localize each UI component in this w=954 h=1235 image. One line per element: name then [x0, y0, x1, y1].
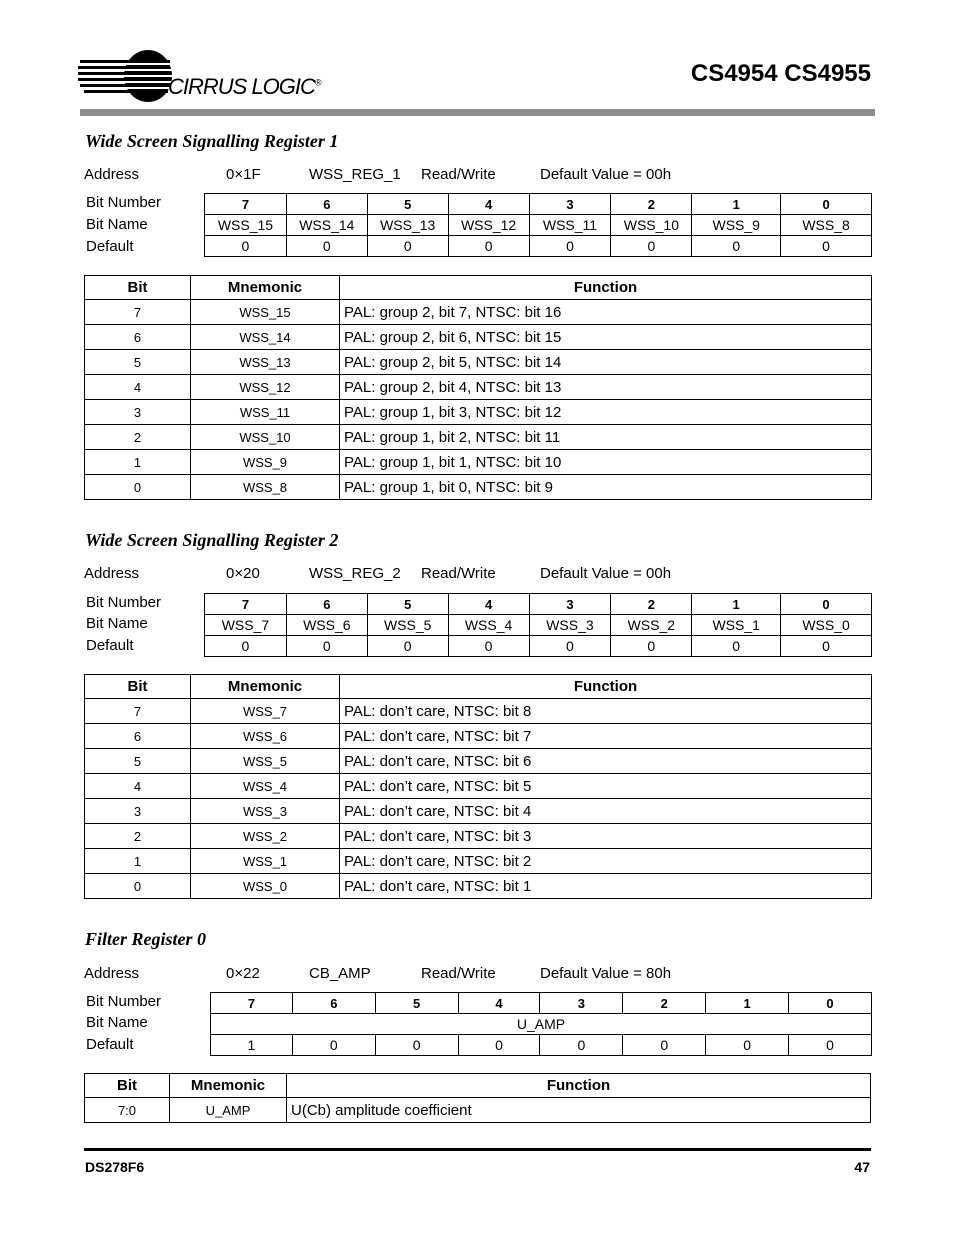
table-row: [85, 699, 872, 724]
table-row: [85, 774, 872, 799]
cell-function: PAL: don’t care, NTSC: bit 5: [340, 774, 872, 799]
address-row: Address 0×1F WSS_REG_1 Read/Write Default Value = 00h: [84, 166, 672, 183]
function-table: [84, 674, 872, 899]
cell-bit: 1: [85, 849, 191, 874]
cell-bit: 2: [85, 425, 191, 450]
section-title: Wide Screen Signalling Register 2: [85, 530, 339, 550]
cell-function: PAL: don’t care, NTSC: bit 1: [340, 874, 872, 899]
table-row: [85, 874, 872, 899]
section-title: Filter Register 0: [85, 929, 206, 949]
cell-mnemonic: WSS_2: [191, 824, 340, 849]
row-label: Bit Number: [86, 993, 162, 1010]
cell-mnemonic: WSS_10: [191, 425, 340, 450]
bit-map-table: [204, 193, 872, 257]
row-label: Bit Name: [86, 1014, 148, 1031]
table-row: [85, 824, 872, 849]
row-label: Bit Number: [86, 194, 162, 211]
cell-mnemonic: WSS_7: [191, 699, 340, 724]
cell-function: PAL: group 1, bit 0, NTSC: bit 9: [340, 475, 872, 500]
address-row: Address 0×20 WSS_REG_2 Read/Write Default Value = 00h: [84, 565, 672, 582]
cell-function: U(Cb) amplitude coefficient: [287, 1098, 871, 1123]
default-row: 0 0 0 0 0 0 0 0: [205, 636, 872, 657]
cell-bit: 7:0: [85, 1098, 170, 1123]
table-row: [85, 724, 872, 749]
row-label: Default: [86, 238, 134, 255]
cell-function: PAL: don’t care, NTSC: bit 4: [340, 799, 872, 824]
product-title: CS4954 CS4955: [690, 60, 871, 87]
cell-bit: 7: [85, 699, 191, 724]
address-row: Address 0×22 CB_AMP Read/Write Default Value = 80h: [84, 965, 672, 982]
page-number: 47: [854, 1159, 870, 1175]
bit-name-row: WSS_15 WSS_14 WSS_13 WSS_12 WSS_11 WSS_10 WSS_9 WSS_8: [205, 215, 872, 236]
cell-function: PAL: don’t care, NTSC: bit 2: [340, 849, 872, 874]
row-label: Bit Name: [86, 615, 148, 632]
cell-bit: 5: [85, 350, 191, 375]
cell-function: PAL: group 1, bit 1, NTSC: bit 10: [340, 450, 872, 475]
function-table: [84, 275, 872, 500]
table-row: [85, 475, 872, 500]
cell-bit: 6: [85, 325, 191, 350]
cell-function: PAL: group 2, bit 7, NTSC: bit 16: [340, 300, 872, 325]
table-row: [85, 300, 872, 325]
table-row: [85, 325, 872, 350]
cell-mnemonic: WSS_15: [191, 300, 340, 325]
cell-mnemonic: WSS_12: [191, 375, 340, 400]
table-row: [85, 425, 872, 450]
cell-mnemonic: WSS_4: [191, 774, 340, 799]
cell-mnemonic: WSS_9: [191, 450, 340, 475]
table-row: [85, 799, 872, 824]
cell-mnemonic: WSS_6: [191, 724, 340, 749]
cell-bit: 0: [85, 874, 191, 899]
bit-number-row: 7 6 5 4 3 2 1 0: [205, 194, 872, 215]
row-label: Default: [86, 1036, 134, 1053]
cell-function: PAL: don’t care, NTSC: bit 8: [340, 699, 872, 724]
default-row: 0 0 0 0 0 0 0 0: [205, 236, 872, 257]
function-table-header: Bit Mnemonic Function: [85, 1074, 871, 1098]
cell-mnemonic: WSS_0: [191, 874, 340, 899]
cell-bit: 4: [85, 375, 191, 400]
table-row: [85, 849, 872, 874]
row-label: Bit Number: [86, 594, 162, 611]
table-row: [85, 400, 872, 425]
cell-function: PAL: group 1, bit 2, NTSC: bit 11: [340, 425, 872, 450]
cell-bit: 5: [85, 749, 191, 774]
cell-function: PAL: don’t care, NTSC: bit 6: [340, 749, 872, 774]
section-title: Wide Screen Signalling Register 1: [85, 131, 339, 151]
bit-map-table: [204, 593, 872, 657]
table-row: [85, 749, 872, 774]
cell-mnemonic: WSS_5: [191, 749, 340, 774]
bit-name-row: WSS_7 WSS_6 WSS_5 WSS_4 WSS_3 WSS_2 WSS_1 WSS_0: [205, 615, 872, 636]
header-rule: [80, 109, 875, 116]
footer-rule: [84, 1148, 871, 1151]
bit-name-row: U_AMP: [211, 1014, 872, 1035]
row-label: Default: [86, 637, 134, 654]
cell-function: PAL: group 2, bit 5, NTSC: bit 14: [340, 350, 872, 375]
cell-bit: 3: [85, 799, 191, 824]
table-row: [85, 1098, 871, 1123]
cell-mnemonic: WSS_13: [191, 350, 340, 375]
default-row: 1 0 0 0 0 0 0 0: [211, 1035, 872, 1056]
cell-function: PAL: group 2, bit 4, NTSC: bit 13: [340, 375, 872, 400]
table-row: [85, 375, 872, 400]
cell-bit: 6: [85, 724, 191, 749]
function-table: [84, 1073, 871, 1123]
cell-bit: 2: [85, 824, 191, 849]
table-row: [85, 350, 872, 375]
cell-bit: 1: [85, 450, 191, 475]
cell-function: PAL: group 2, bit 6, NTSC: bit 15: [340, 325, 872, 350]
bit-number-row: 7 6 5 4 3 2 1 0: [205, 594, 872, 615]
bit-number-row: 7 6 5 4 3 2 1 0: [211, 993, 872, 1014]
cell-mnemonic: U_AMP: [170, 1098, 287, 1123]
bit-map-table: [210, 992, 872, 1056]
cell-mnemonic: WSS_1: [191, 849, 340, 874]
document-id: DS278F6: [85, 1159, 145, 1175]
cell-mnemonic: WSS_8: [191, 475, 340, 500]
cell-mnemonic: WSS_14: [191, 325, 340, 350]
cell-function: PAL: don’t care, NTSC: bit 3: [340, 824, 872, 849]
cell-function: PAL: don’t care, NTSC: bit 7: [340, 724, 872, 749]
function-table-header: Bit Mnemonic Function: [85, 276, 872, 300]
cell-mnemonic: WSS_3: [191, 799, 340, 824]
function-table-header: Bit Mnemonic Function: [85, 675, 872, 699]
cell-function: PAL: group 1, bit 3, NTSC: bit 12: [340, 400, 872, 425]
cell-mnemonic: WSS_11: [191, 400, 340, 425]
cell-bit: 0: [85, 475, 191, 500]
logo-wordmark: CIRRUS LOGIC®: [168, 74, 321, 99]
row-label: Bit Name: [86, 216, 148, 233]
cell-bit: 3: [85, 400, 191, 425]
cell-bit: 4: [85, 774, 191, 799]
cell-bit: 7: [85, 300, 191, 325]
table-row: [85, 450, 872, 475]
